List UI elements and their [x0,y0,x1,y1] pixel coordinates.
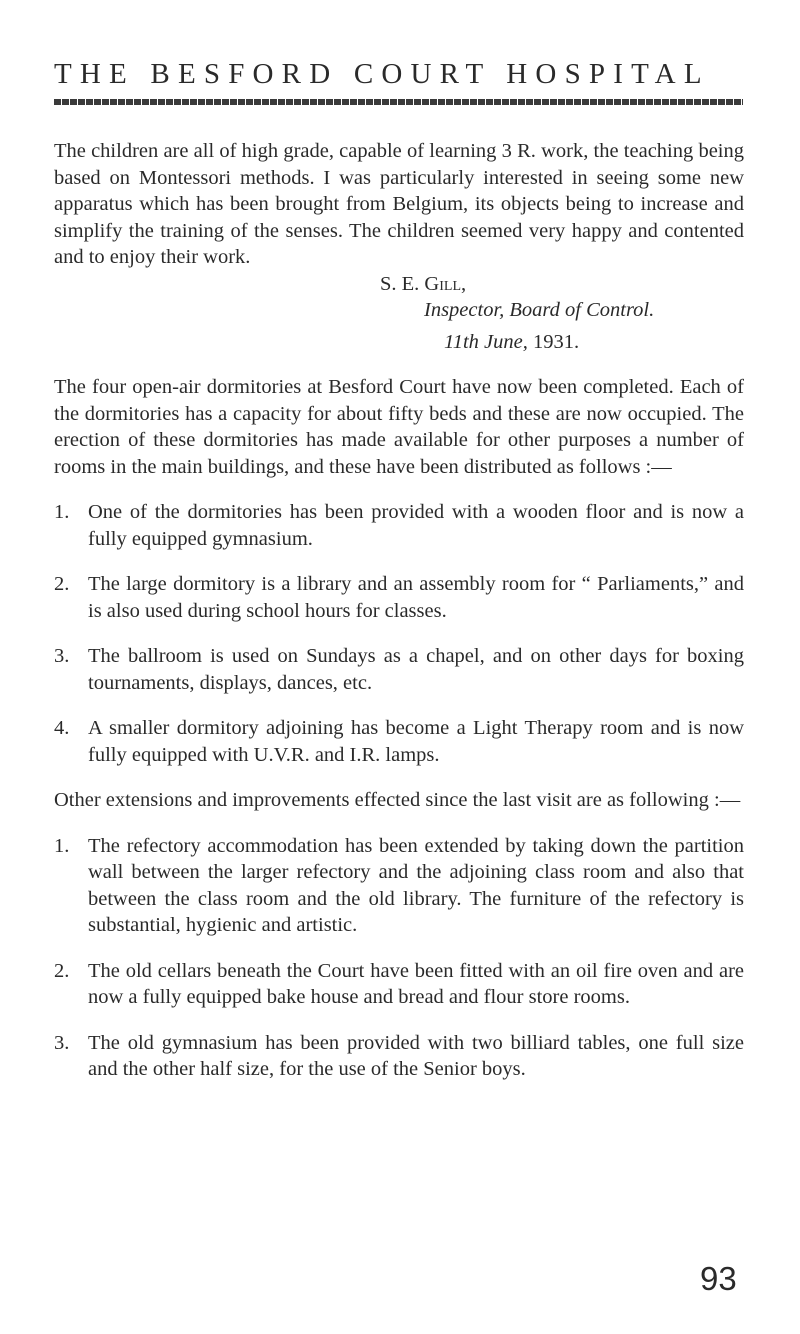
list-number: 1. [54,834,70,857]
dormitory-uses-list [54,499,744,768]
list-item [54,833,744,939]
signature-date-year: 1931. [527,330,580,353]
list-item [54,499,744,552]
list-text: One of the dormitories has been provided with a wooden floor and is now a fully equipped gymnasium. [88,501,744,550]
improvements-list [54,833,744,1083]
list-item [54,715,744,768]
intro-paragraph: The children are all of high grade, capable of learning 3 R. work, the teaching being based on Montessori methods. I was particularly interested in seeing some new apparatus which has been brought from Belgium, its objects being to increase and simplify the training of the senses. The children seemed very happy and contented and to enjoy their work. [54,140,744,268]
extensions-paragraph: Other extensions and improvements effected since the last visit are as following :— [54,789,741,811]
decorative-rule [54,99,743,105]
list-number: 2. [54,573,70,595]
list-text: The ballroom is used on Sundays as a chapel, and on other days for boxing tournaments, displays, dances, etc. [88,645,744,694]
list-item [54,643,744,696]
signature-date [444,329,744,356]
page-number: 93 [700,1260,737,1297]
list-item [54,1030,744,1083]
signature-date-day: 11th June, [444,330,528,353]
signature-name: S. E. Gill, [380,272,467,295]
list-number: 2. [54,959,70,982]
list-text: The refectory accommodation has been extended by taking down the partition wall between the larger refectory and the adjoining class room and also that between the class room and the old library. The furniture of the refectory is substantial, hygienic and artistic. [88,834,744,936]
list-text: The old gymnasium has been provided with two billiard tables, one full size and the other half size, for the use of the Senior boys. [88,1031,744,1080]
list-text: The large dormitory is a library and an assembly room for “ Parliaments,” and is also used during school hours for classes. [88,573,744,622]
list-number: 3. [54,645,70,667]
list-number: 1. [54,501,70,523]
dormitories-paragraph: The four open-air dormitories at Besford Court have now been completed. Each of the dormitories has a capacity for about fifty beds and these are now occupied. The erection of these dormitories has made available for other purposes a number of rooms in the main buildings, and these have been distributed as follows :— [54,376,744,478]
list-item [54,958,744,1011]
list-number: 3. [54,1031,70,1054]
list-text: A smaller dormitory adjoining has become a Light Therapy room and is now fully equipped with U.V.R. and I.R. lamps. [88,717,744,766]
body-text [54,138,744,1083]
running-head: THE BESFORD COURT HOSPITAL [54,58,710,90]
list-item [54,571,744,624]
list-number: 4. [54,717,70,739]
signature-block [380,271,744,298]
list-text: The old cellars beneath the Court have been fitted with an oil fire oven and are now a fully equipped bake house and bread and flour store rooms. [88,959,744,1008]
signature-title: Inspector, Board of Control. [424,299,655,321]
